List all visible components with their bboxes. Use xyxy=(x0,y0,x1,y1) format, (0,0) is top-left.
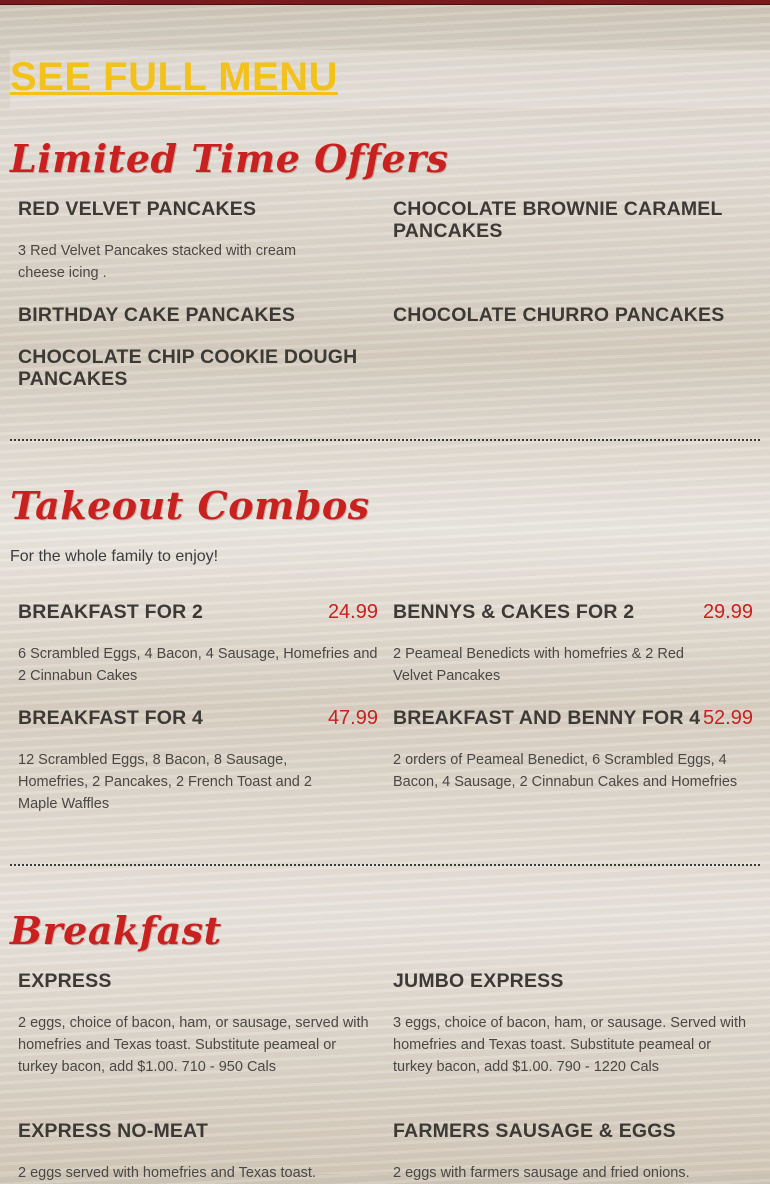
section-title-breakfast: Breakfast xyxy=(10,908,222,953)
item-name: EXPRESS NO-MEAT xyxy=(18,1120,209,1142)
item-name: EXPRESS xyxy=(18,970,112,992)
item-description: 2 eggs, choice of bacon, ham, or sausage, served with homefries and Texas toast. Substitute peameal or turkey bacon, add $1.00. 710 - 950 Cals xyxy=(18,1015,369,1075)
item-name: BENNYS & CAKES FOR 2 xyxy=(393,601,635,623)
item-description: 2 Peameal Benedicts with homefries & 2 Red Velvet Pancakes xyxy=(393,646,684,684)
section-divider xyxy=(10,864,760,866)
item-description: 3 eggs, choice of bacon, ham, or sausage. Served with homefries and Texas toast. Substitute peameal or turkey bacon, add $1.00. 790 - 1220 Cals xyxy=(393,1015,747,1075)
item-name: BIRTHDAY CAKE PANCAKES xyxy=(18,304,296,326)
item-name: RED VELVET PANCAKES xyxy=(18,198,257,220)
item-name: BREAKFAST AND BENNY FOR 4 xyxy=(393,707,701,729)
item-description: 2 eggs with farmers sausage and fried onions. xyxy=(393,1165,690,1181)
item-name: CHOCOLATE CHURRO PANCAKES xyxy=(393,304,725,326)
item-name: BREAKFAST FOR 2 xyxy=(18,601,204,623)
menu-item[interactable] xyxy=(18,304,378,326)
see-full-menu-link[interactable]: SEE FULL MENU xyxy=(10,55,339,99)
section-subtitle: For the whole family to enjoy! xyxy=(10,548,219,565)
item-name: JUMBO EXPRESS xyxy=(393,970,564,992)
menu-item[interactable] xyxy=(393,304,753,326)
item-price: 52.99 xyxy=(702,707,753,729)
item-price: 29.99 xyxy=(702,601,753,623)
item-name: CHOCOLATE BROWNIE CARAMEL PANCAKES xyxy=(393,198,723,242)
menu-item[interactable] xyxy=(18,707,378,815)
item-price: 24.99 xyxy=(327,601,378,623)
item-description: 12 Scrambled Eggs, 8 Bacon, 8 Sausage, Homefries, 2 Pancakes, 2 French Toast and 2 Maple Waffles xyxy=(18,752,312,812)
item-name: BREAKFAST FOR 4 xyxy=(18,707,204,729)
menu-item[interactable] xyxy=(18,346,378,390)
item-description: 2 eggs served with homefries and Texas toast. xyxy=(18,1165,316,1181)
see-full-menu-banner xyxy=(10,50,770,108)
menu-item[interactable] xyxy=(393,707,753,793)
section-divider xyxy=(10,439,760,441)
item-name: CHOCOLATE CHIP COOKIE DOUGH PANCAKES xyxy=(18,346,358,390)
item-description: 2 orders of Peameal Benedict, 6 Scrambled Eggs, 4 Bacon, 4 Sausage, 2 Cinnabun Cakes and Homefries xyxy=(393,752,738,790)
section-title-limited-time-offers: Limited Time Offers xyxy=(10,136,449,181)
menu-item[interactable] xyxy=(393,1120,753,1184)
menu-item[interactable] xyxy=(18,1120,378,1184)
menu-item[interactable] xyxy=(18,970,378,1078)
menu-item[interactable] xyxy=(18,198,378,284)
top-border-bar xyxy=(0,0,770,5)
menu-item[interactable] xyxy=(393,970,753,1078)
menu-item[interactable] xyxy=(393,601,753,687)
item-name: FARMERS SAUSAGE & EGGS xyxy=(393,1120,676,1142)
section-title-takeout-combos: Takeout Combos xyxy=(10,483,370,528)
menu-item[interactable] xyxy=(393,198,753,242)
menu-item[interactable] xyxy=(18,601,378,687)
item-description: 3 Red Velvet Pancakes stacked with cream cheese icing . xyxy=(18,243,297,281)
item-description: 6 Scrambled Eggs, 4 Bacon, 4 Sausage, Homefries and 2 Cinnabun Cakes xyxy=(18,646,378,684)
item-price: 47.99 xyxy=(327,707,378,729)
